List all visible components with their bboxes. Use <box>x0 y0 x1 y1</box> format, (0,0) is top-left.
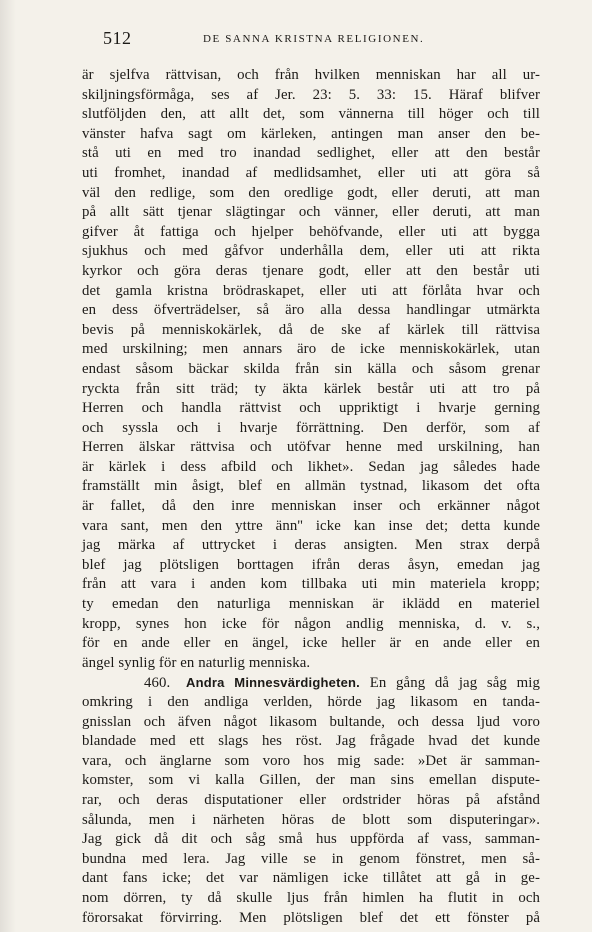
text-line: komster, som vi kalla Gillen, der man sins emellan dispute- <box>82 772 540 789</box>
text-line: Herren och handla rättvist och uppriktigt i hvarje gerning <box>82 400 540 417</box>
text-line: slutföljden den, att allt det, som vännerna till höger och till <box>82 106 540 123</box>
text-line-rest: En gång då jag såg mig <box>369 675 540 692</box>
paragraph-460 <box>82 673 540 928</box>
text-line: jag märka af uttrycket i deras ansigten. Men strax derpå <box>82 537 540 554</box>
text-line: gnisslan och äfven något likasom bultande, och dessa ljud voro <box>82 713 540 730</box>
text-line: från att vara i anden kom tillbaka uti min materiela kropp; <box>82 576 540 593</box>
running-title: DE SANNA KRISTNA RELIGIONEN. <box>203 33 425 45</box>
text-line: stå uti en med tro inandad sedlighet, eller att den består <box>82 145 540 162</box>
text-line: skiljningsförmåga, ses af Jer. 23: 5. 33: 15. Häraf blifver <box>82 86 540 103</box>
text-line: dant fans icke; det var nämligen icke tillåtet att gå in ge- <box>82 870 540 887</box>
text-line: är fallet, då den inre menniskan inser och erkänner något <box>82 498 540 515</box>
text-line: sålunda, men i närheten höras de blott som disputeringar». <box>82 811 540 828</box>
text-line: nom dörren, ty då skulle ljus från himlen ha flutit in och <box>82 889 540 906</box>
text-line: bundna med lera. Jag ville se in genom fönstret, men så- <box>82 850 540 867</box>
text-line: Jag gick då dit och såg små hus uppförda af vass, samman- <box>82 831 540 848</box>
text-line: en dess öfverträdelser, så äro alla dessa handlingar utmärkta <box>82 302 540 319</box>
page-header <box>103 28 533 50</box>
text-line: blandade med ett slags hes röst. Jag frågade hvad det kunde <box>82 733 540 750</box>
text-line: bevis på menniskokärlek, då de ske af kärlek till rättvisa <box>82 321 540 338</box>
text-line: är sjelfva rättvisan, och från hvilken menniskan har all ur- <box>82 67 540 83</box>
text-line: uti fromhet, inandad af medlidsamhet, eller uti att göra så <box>82 164 540 181</box>
text-line: på allt sätt tjenar slägtingar och vänner, eller deruti, att man <box>82 204 540 221</box>
text-line: endast såsom bäckar skilda från sin källa och såsom grenar <box>82 360 540 377</box>
text-line: ryckta från sitt träd; ty äkta kärlek består uti att tro på <box>82 380 540 397</box>
body-text <box>82 66 540 928</box>
text-line: det gamla kristna brödraskapet, eller uti att förlåta hvar och <box>82 282 540 299</box>
text-line: med urskilning; men annars äro de icke menniskokärlek, utan <box>82 341 540 358</box>
text-line: Herren älskar rättvisa och utöfvar henne med urskilning, han <box>82 439 540 456</box>
text-line: kyrkor och göra deras tjenare godt, eller att den består uti <box>82 262 540 279</box>
text-line: blef jag plötsligen borttagen ifrån deras åsyn, emedan jag <box>82 556 540 573</box>
text-line: omkring i den andliga verlden, hörde jag likasom en tanda- <box>82 694 540 710</box>
text-line <box>82 673 540 693</box>
text-line: ängel synlig för en naturlig menniska. <box>82 654 311 671</box>
text-line: framställt min åsigt, blef en allmän tystnad, likasom det ofta <box>82 478 540 495</box>
page-edge-shadow <box>0 0 16 932</box>
page-number: 512 <box>103 28 132 48</box>
text-line: sjukhus och med gåfvor underhålla dem, eller uti att rikta <box>82 243 540 260</box>
text-line: kropp, synes hon icke för någon andlig menniska, d. v. s., <box>82 615 540 632</box>
section-heading: Andra Minnesvärdigheten. <box>186 675 360 691</box>
text-line: vänster hafva sagt om kärleken, antingen man anser den be- <box>82 125 540 142</box>
text-line: är kärlek i dess afbild och likhet». Sedan jag således hade <box>82 458 540 475</box>
text-line: vara, och änglarne som voro hos mig sade: »Det är samman- <box>82 752 540 769</box>
section-number: 460. <box>144 675 171 692</box>
text-line: förorsakat förvirring. Men plötsligen blef det ett fönster på <box>82 909 540 926</box>
text-line: ty emedan den naturliga menniskan är iklädd en materiel <box>82 596 540 613</box>
text-line: gifver åt fattiga och hjelper behöfvande, eller uti att bygga <box>82 223 540 240</box>
text-line: och syssla och i hvarje förrättning. Den derför, som af <box>82 419 540 436</box>
text-line: vara sant, men den yttre änn'' icke kan inse det; detta kunde <box>82 517 540 534</box>
text-line: rar, och deras disputationer eller ordstrider höras på afstånd <box>82 791 540 808</box>
paragraph-459-continuation <box>82 66 540 673</box>
text-line: för en ande eller en ängel, icke heller är en ande eller en <box>82 635 540 652</box>
text-line: väl den redlige, som den oredlige godt, eller deruti, att man <box>82 184 540 201</box>
